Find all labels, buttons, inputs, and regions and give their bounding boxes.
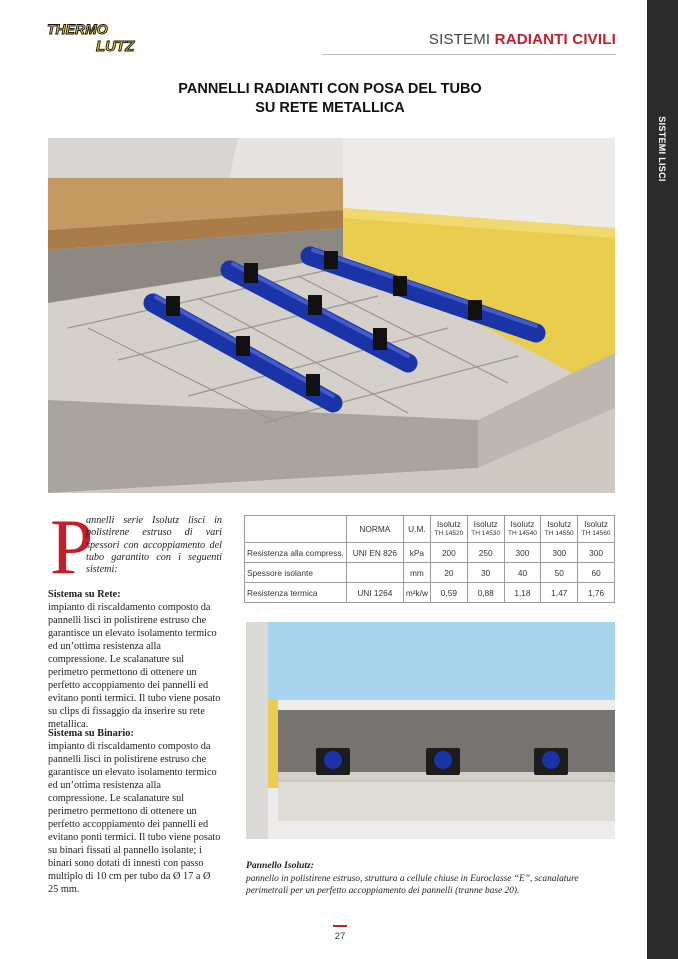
section-text: impianto di riscaldamento composto da pannelli lisci in polistirene estruso che garantisce un elevato isolamento termico ed un’ottima resistenza alla compressione. Le scalanature sul perimetro permettono di ottenere un perfetto accoppiamento dei pannelli ed evitano ponti termici. Il tubo viene posato su binari fissati al pannello isolante; i binari sono dotati di innesti con passo multiplo di 10 cm per tubo da Ø 17 a Ø 25 mm. (48, 741, 221, 895)
system-section-binario (48, 727, 222, 896)
panel-cross-section-illustration (246, 622, 615, 839)
table-row (245, 543, 615, 563)
table-cell: mm (403, 563, 430, 583)
logo-line1: THERMO (47, 21, 108, 37)
table-header-cell: Isolutz TH 14560 (578, 516, 615, 543)
table-cell: 0,88 (467, 583, 504, 603)
table-cell: 1,47 (541, 583, 578, 603)
table-header-row (245, 516, 615, 543)
table-header-cell: Isolutz TH 14530 (467, 516, 504, 543)
page-title (120, 80, 540, 118)
section-heading: Sistema su Rete: (48, 589, 121, 600)
table-cell (346, 563, 403, 583)
table-cell: Resistenza termica (245, 583, 347, 603)
table-cell: 300 (504, 543, 541, 563)
side-tab-label: SISTEMI LISCI (657, 116, 667, 182)
section-title-plain: SISTEMI (428, 31, 495, 48)
table-cell: 60 (578, 563, 615, 583)
page-title-line2: SU RETE METALLICA (255, 100, 405, 116)
section-text: impianto di riscaldamento composto da pannelli lisci in polistirene estruso che garantisce un elevato isolamento termico ed un’ottima resistenza alla compressione. Le scalanature sul perimetro permettono di ottenere un perfetto accoppiamento dei pannelli ed evitano ponti termici. Il tubo viene posato su clips di fissaggio da inserire su rete metallica. (48, 602, 221, 730)
table-cell: 20 (430, 563, 467, 583)
table-cell: UNI EN 826 (346, 543, 403, 563)
table-cell: UNI 1264 (346, 583, 403, 603)
table-cell: 1,76 (578, 583, 615, 603)
table-header-cell: Isolutz TH 14550 (541, 516, 578, 543)
table-header-cell: U.M. (403, 516, 430, 543)
table-header-cell: Isolutz TH 14520 (430, 516, 467, 543)
table-cell: 250 (467, 543, 504, 563)
spec-table (244, 515, 615, 603)
page-title-line1: PANNELLI RADIANTI CON POSA DEL TUBO (178, 81, 482, 97)
table-cell: Resistenza alla compress. (245, 543, 347, 563)
table-cell: 300 (541, 543, 578, 563)
table-header-cell: NORMA (346, 516, 403, 543)
header-divider (322, 54, 616, 55)
table-cell: 300 (578, 543, 615, 563)
section-heading: Sistema su Binario: (48, 728, 134, 739)
caption-text: pannello in polistirene estruso, struttura a cellule chiuse in Euroclasse “E”, scanalature perimetrali per un perfetto accoppiamento dei pannelli (tranne base 20). (246, 874, 579, 897)
table-row (245, 563, 615, 583)
table-cell: 1,18 (504, 583, 541, 603)
system-section-rete (48, 588, 222, 731)
floor-heating-illustration (48, 138, 615, 493)
page-number-rule (333, 925, 347, 927)
table-cell: 40 (504, 563, 541, 583)
table-cell: 30 (467, 563, 504, 583)
table-cell: kPa (403, 543, 430, 563)
table-cell: 50 (541, 563, 578, 583)
table-header-cell: Isolutz TH 14540 (504, 516, 541, 543)
section-title (429, 31, 616, 48)
drop-cap: P (50, 503, 94, 590)
logo-line2: LUTZ (96, 38, 135, 55)
table-cell: m²k/w (403, 583, 430, 603)
caption-title: Pannello Isolutz: (246, 860, 314, 871)
table-row (245, 583, 615, 603)
table-cell: 200 (430, 543, 467, 563)
table-header-cell (245, 516, 347, 543)
thermolutz-logo (46, 20, 148, 56)
section-title-bold: RADIANTI CIVILI (494, 31, 616, 48)
table-cell: 0,59 (430, 583, 467, 603)
intro-paragraph: annelli serie Isolutz lisci in polistirene estruso di vari spessori con accoppiamento del tubo garantito con i seguenti sistemi: (86, 515, 222, 576)
table-cell: Spessore isolante (245, 563, 347, 583)
page-number: 27 (334, 931, 346, 942)
